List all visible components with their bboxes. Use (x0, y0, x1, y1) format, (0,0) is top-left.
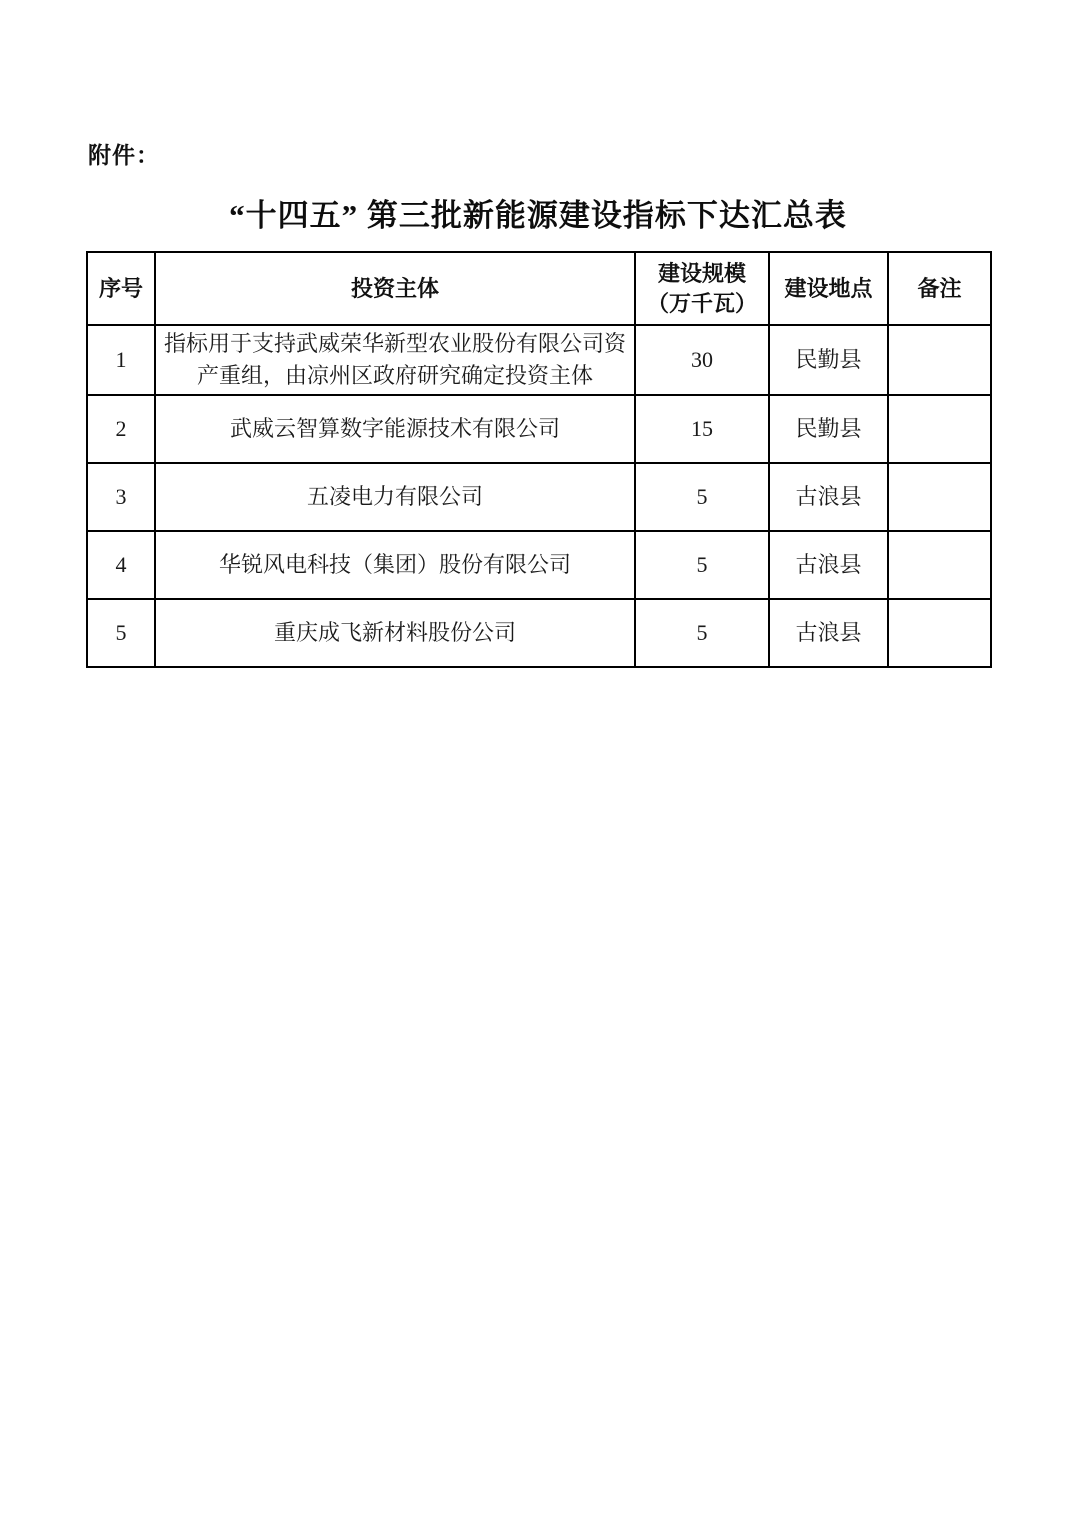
cell-construction-location: 古浪县 (769, 463, 888, 531)
cell-construction-scale: 5 (635, 531, 769, 599)
cell-construction-scale: 30 (635, 325, 769, 395)
table-row (87, 599, 991, 667)
cell-serial-number: 3 (87, 463, 155, 531)
header-construction-scale (635, 252, 769, 325)
summary-table (86, 251, 992, 668)
table-row (87, 325, 991, 395)
cell-serial-number: 5 (87, 599, 155, 667)
table-row (87, 531, 991, 599)
header-remark: 备注 (888, 252, 991, 325)
cell-construction-scale: 5 (635, 599, 769, 667)
table-header-row (87, 252, 991, 325)
cell-remark (888, 599, 991, 667)
table-row (87, 463, 991, 531)
cell-serial-number: 2 (87, 395, 155, 463)
cell-construction-scale: 5 (635, 463, 769, 531)
cell-construction-scale: 15 (635, 395, 769, 463)
header-construction-scale-line1: 建设规模 (657, 260, 746, 286)
cell-investment-entity: 武威云智算数字能源技术有限公司 (155, 395, 635, 463)
cell-investment-entity: 五凌电力有限公司 (155, 463, 635, 531)
cell-investment-entity: 重庆成飞新材料股份公司 (155, 599, 635, 667)
header-serial-number: 序号 (87, 252, 155, 325)
cell-remark (888, 325, 991, 395)
cell-construction-location: 古浪县 (769, 531, 888, 599)
cell-construction-location: 民勤县 (769, 395, 888, 463)
attachment-label: 附件： (88, 142, 160, 168)
summary-table-container (86, 251, 992, 668)
page-title: “十四五” 第三批新能源建设指标下达汇总表 (229, 198, 847, 233)
cell-serial-number: 1 (87, 325, 155, 395)
header-investment-entity: 投资主体 (155, 252, 635, 325)
header-construction-scale-line2: （万千瓦） (646, 290, 757, 316)
header-construction-location: 建设地点 (769, 252, 888, 325)
cell-remark (888, 463, 991, 531)
cell-serial-number: 4 (87, 531, 155, 599)
cell-construction-location: 古浪县 (769, 599, 888, 667)
cell-remark (888, 395, 991, 463)
cell-investment-entity: 指标用于支持武威荣华新型农业股份有限公司资产重组，由凉州区政府研究确定投资主体 (155, 325, 635, 395)
table-row (87, 395, 991, 463)
cell-remark (888, 531, 991, 599)
cell-construction-location: 民勤县 (769, 325, 888, 395)
cell-investment-entity: 华锐风电科技（集团）股份有限公司 (155, 531, 635, 599)
